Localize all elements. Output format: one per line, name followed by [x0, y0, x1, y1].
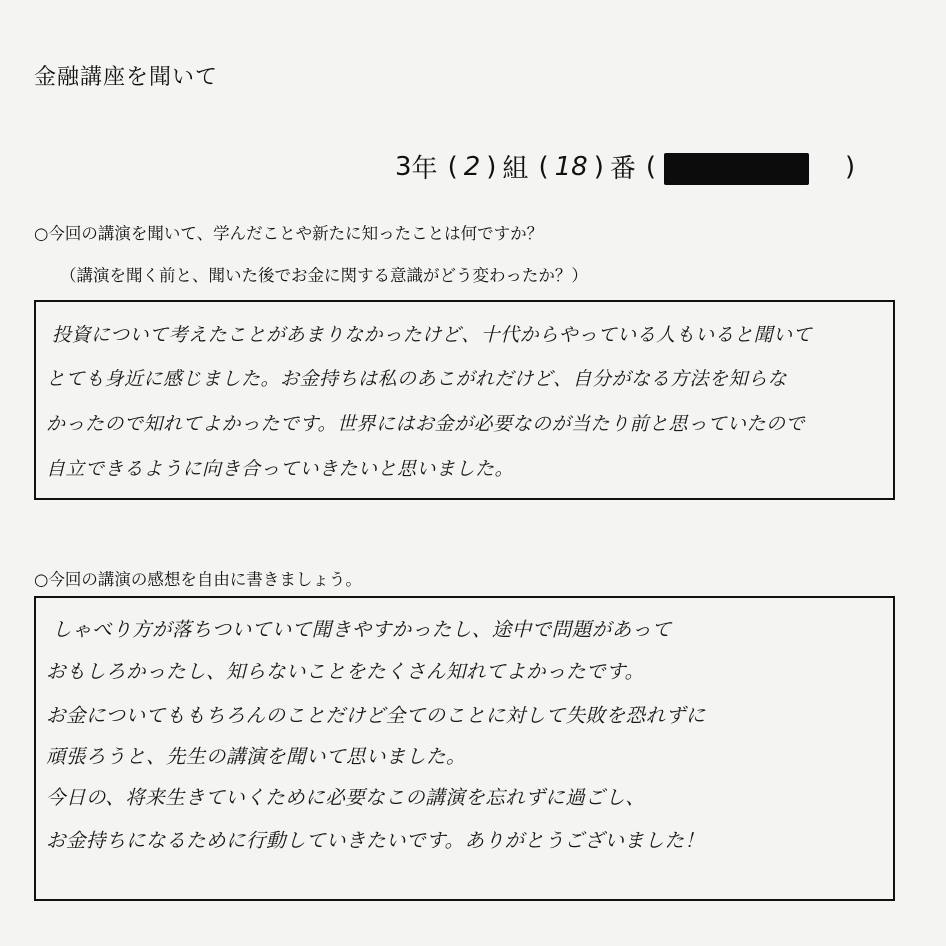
q2-answer-line-1: しゃべり方が落ちついていて聞きやすかったし、途中で問題があって	[52, 618, 672, 641]
question1-prompt: ○今回の講演を聞いて、学んだことや新たに知ったことは何ですか？	[34, 224, 544, 243]
seat-label: 番	[609, 154, 636, 184]
name-open-paren: (	[645, 151, 657, 182]
grade-label: 年	[411, 154, 438, 184]
name-close-paren: )	[845, 151, 856, 182]
class-close-paren: )	[486, 151, 497, 182]
seat-number: 18	[554, 151, 588, 182]
q2-answer-line-2: おもしろかったし、知らないことをたくさん知れてよかったです。	[46, 660, 645, 683]
q1-answer-line-4: 自立できるように向き合っていきたいと思いました。	[46, 458, 515, 480]
seat-open-paren: (	[538, 151, 549, 182]
student-info-line	[395, 148, 855, 185]
q1-answer-line-1: 投資について考えたことがあまりなかったけど、十代からやっている人もいると聞いて	[52, 324, 813, 346]
q2-answer-line-5: 今日の、将来生きていくために必要なこの講演を忘れずに過ごし、	[46, 786, 646, 809]
q1-answer-line-3: かったので知れてよかったです。世界にはお金が必要なのが当たり前と思っていたので	[46, 413, 805, 435]
class-number: 2	[463, 151, 481, 182]
question2-prompt: ○今回の講演の感想を自由に書きましょう。	[34, 570, 362, 589]
redacted-name-block	[664, 153, 809, 185]
class-open-paren: (	[447, 151, 458, 182]
worksheet-title: 金融講座を聞いて	[34, 65, 219, 90]
q2-answer-line-4: 頑張ろうと、先生の講演を聞いて思いました。	[46, 745, 467, 768]
grade-number: 3	[395, 151, 412, 182]
class-label: 組	[502, 154, 529, 184]
q2-answer-line-3: お金についてももちろんのことだけど全てのことに対して失敗を恐れずに	[46, 704, 706, 727]
seat-close-paren: )	[593, 151, 604, 182]
q2-answer-line-6: お金持ちになるために行動していきたいです。ありがとうございました！	[46, 829, 705, 852]
question1-sub-prompt: （講演を聞く前と、聞いた後でお金に関する意識がどう変わったか？）	[60, 266, 588, 285]
q1-answer-line-2: とても身近に感じました。お金持ちは私のあこがれだけど、自分がなる方法を知らな	[46, 368, 788, 390]
